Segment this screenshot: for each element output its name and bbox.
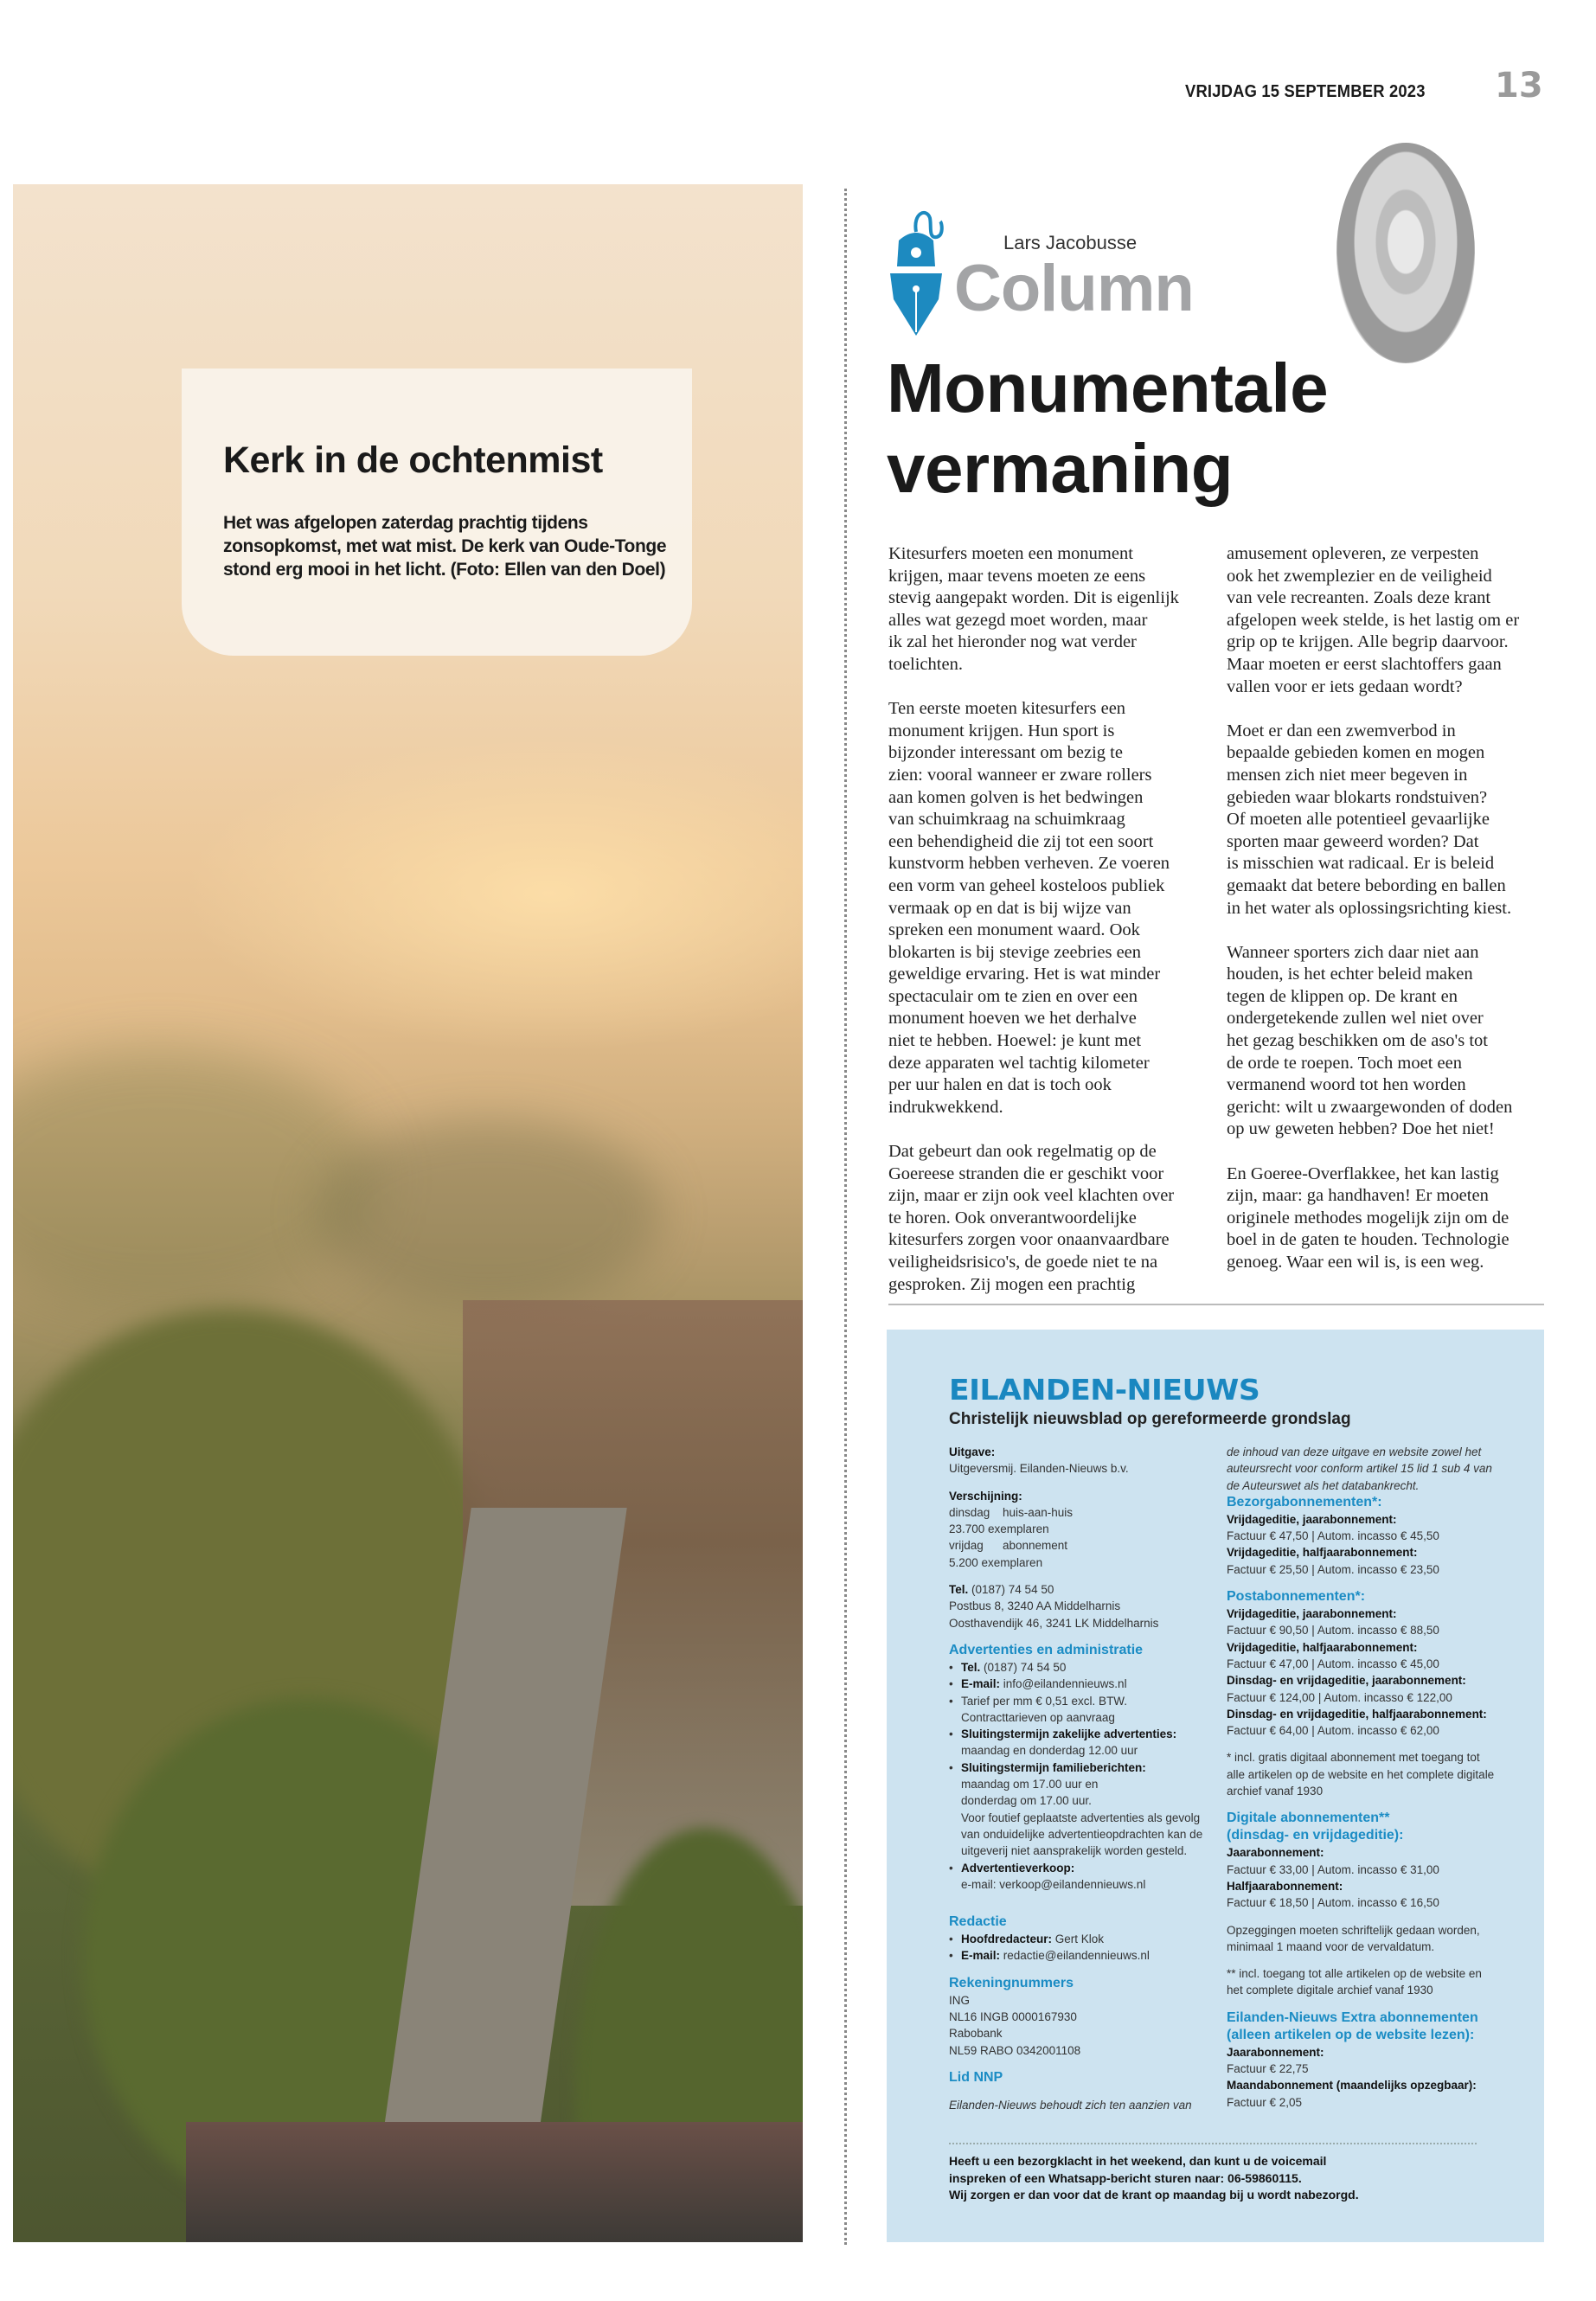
edition-cell: vrijdag <box>949 1539 984 1553</box>
fountain-pen-mouse-icon <box>887 206 947 336</box>
edition-row <box>949 1504 1208 1538</box>
spacer <box>1227 1578 1521 1588</box>
paragraph <box>1227 1163 1548 1274</box>
field-label: E-mail: <box>961 1677 1001 1691</box>
copyright-text: Eilanden-Nieuws behoudt zich ten aanzien van <box>949 2098 1192 2112</box>
text-line: vermanend woord tot hen worden <box>1227 1075 1466 1095</box>
field-label: Hoofdredacteur: <box>961 1932 1053 1946</box>
photo-haze-trees <box>13 1049 376 1309</box>
paragraph <box>1227 942 1548 1141</box>
article-body-column-1 <box>888 543 1210 1318</box>
text-line: Moet er dan een zwemverbod in <box>1227 721 1456 740</box>
field-value: Factuur € 22,75 <box>1227 2062 1309 2076</box>
bullet-item <box>949 1931 1208 1947</box>
text-line: toelichten. <box>888 654 963 674</box>
field-value: Factuur € 47,00 | Autom. incasso € 45,00 <box>1227 1657 1439 1670</box>
edition-cell: abonnement <box>1003 1539 1068 1553</box>
field-value: het complete digitale archief vanaf 1930 <box>1227 1984 1433 1997</box>
field-label: Jaarabonnement: <box>1227 2045 1324 2059</box>
field-value: maandag om 17.00 uur en <box>961 1778 1099 1791</box>
text-line: een behendigheid die zij tot een soort <box>888 831 1154 851</box>
column-divider <box>844 189 847 2245</box>
field-value: e-mail: verkoop@eilandennieuws.nl <box>961 1877 1146 1891</box>
bullet-item <box>949 1676 1208 1692</box>
text-line: blokarten is bij stevige zeebries een <box>888 942 1142 962</box>
field-value: NL59 RABO 0342001108 <box>949 2043 1081 2057</box>
field-value: maandag en donderdag 12.00 uur <box>961 1744 1138 1758</box>
spacer <box>949 1631 1208 1642</box>
field-label: Vrijdageditie, halfjaarabonnement: <box>1227 1640 1418 1654</box>
field-value: Opzeggingen moeten schriftelijk gedaan worden, <box>1227 1923 1480 1937</box>
text-line: En Goeree-Overflakkee, het kan lastig <box>1227 1163 1499 1183</box>
text-line: vermaak op en dat is bij wijze van <box>888 898 1131 918</box>
spacer <box>949 2059 1208 2069</box>
bullet-item <box>949 1693 1208 1727</box>
section-heading: Redactie <box>949 1914 1007 1930</box>
text-line: zijn, maar er zijn ook veel klachten over <box>888 1186 1175 1206</box>
field-value: minimaal 1 maand voor de vervaldatum. <box>1227 1939 1435 1953</box>
newspaper-subtitle: Christelijk nieuwsblad op gereformeerde grondslag <box>949 1410 1351 1428</box>
spacer <box>1227 1739 1521 1749</box>
text-line: geweldige ervaring. Het is wat minder <box>888 965 1161 984</box>
edition-cell: huis-aan-huis <box>1003 1505 1074 1519</box>
section-heading: (alleen artikelen op de website lezen): <box>1227 2027 1475 2042</box>
headline-line: Monumentale <box>887 349 1329 426</box>
text-line: amusement opleveren, ze verpesten <box>1227 544 1479 563</box>
text-line: zien: vooral wanneer er zware rollers <box>888 765 1152 785</box>
field-label: Tel. <box>949 1583 969 1597</box>
field-label: Uitgave: <box>949 1445 996 1458</box>
text-line: kunstvorm hebben verheven. Ze voeren <box>888 854 1170 874</box>
field-value: Gert Klok <box>1052 1932 1105 1946</box>
text-line: afgelopen week stelde, is het lastig om er <box>1227 610 1520 630</box>
field-value: Factuur € 90,50 | Autom. incasso € 88,50 <box>1227 1624 1439 1638</box>
field-value: uitgeverij niet aansprakelijk worden gesteld. <box>961 1844 1188 1858</box>
text-line: grip op te krijgen. Alle begrip daarvoor. <box>1227 632 1509 652</box>
field-value: redactie@eilandennieuws.nl <box>1000 1949 1150 1963</box>
field-value: Postbus 8, 3240 AA Middelharnis <box>949 1599 1121 1613</box>
text-line: spreken een monument waard. Ook <box>888 920 1140 940</box>
text-line: gesproken. Zij mogen een prachtig <box>888 1274 1136 1294</box>
field-value: ** incl. toegang tot alle artikelen op de website en <box>1227 1967 1482 1981</box>
section-heading: Rekeningnummers <box>949 1975 1074 1990</box>
colofon-right-column <box>1227 1444 1521 2111</box>
text-line: Wanneer sporters zich daar niet aan <box>1227 942 1479 962</box>
edition-row <box>949 1537 1208 1571</box>
field-value: alle artikelen op de website en het complete digitale <box>1227 1767 1495 1781</box>
bullet-item <box>949 1860 1208 1894</box>
text-line: boel in de gaten te houden. Technologie <box>1227 1230 1509 1250</box>
text-line: Goereese stranden die er geschikt voor <box>888 1163 1164 1183</box>
field-label: Maandabonnement (maandelijks opzegbaar): <box>1227 2079 1477 2093</box>
section-heading: Bezorgabonnementen*: <box>1227 1494 1382 1509</box>
field-value: info@eilandennieuws.nl <box>1000 1677 1127 1691</box>
page-number: 13 <box>1495 66 1543 106</box>
colofon-left-column <box>949 1444 1208 2113</box>
spacer <box>1227 1912 1521 1922</box>
text-line: sporten maar geweerd worden? Dat <box>1227 831 1479 851</box>
text-line: originele methodes mogelijk zijn om de <box>1227 1208 1509 1227</box>
delivery-complaint-notice <box>949 2153 1359 2204</box>
text-line: Of moeten alle potentieel gevaarlijke <box>1227 810 1490 830</box>
text-line: veiligheidsrisico's, de goede niet te na <box>888 1253 1158 1272</box>
text-line: houden, is het echter beleid maken <box>1227 965 1473 984</box>
field-label: Dinsdag- en vrijdageditie, halfjaarabonnement: <box>1227 1707 1487 1721</box>
text-line: bijzonder interessant om bezig te <box>888 743 1123 763</box>
field-value: van onduidelijke advertentieopdrachten kan de <box>961 1827 1203 1841</box>
spacer <box>949 1477 1208 1488</box>
text-line: op uw geweten hebben? Doe het niet! <box>1227 1119 1495 1139</box>
article-end-rule <box>888 1304 1544 1305</box>
field-label: Sluitingstermijn zakelijke advertenties: <box>961 1727 1177 1741</box>
notice-line: Wij zorgen er dan voor dat de krant op maandag bij u wordt nabezorgd. <box>949 2188 1359 2202</box>
copyright-text: auteursrecht voor conform artikel 15 lid 1 sub 4 van <box>1227 1462 1492 1476</box>
text-line: gebieden waar blokarts rondstuiven? <box>1227 787 1488 807</box>
issue-date: VRIJDAG 15 SEPTEMBER 2023 <box>1185 82 1426 101</box>
text-line: spectaculair om te zien en over een <box>888 986 1138 1006</box>
spacer <box>949 1965 1208 1975</box>
text-line: monument krijgen. Hun sport is <box>888 721 1115 740</box>
field-value: Oosthavendijk 46, 3241 LK Middelharnis <box>949 1616 1159 1630</box>
text-line: niet te hebben. Hoewel: je kunt met <box>888 1031 1142 1051</box>
text-line: genoeg. Waar een wil is, is een weg. <box>1227 1253 1484 1272</box>
spacer <box>1227 1799 1521 1810</box>
text-line: van schuimkraag na schuimkraag <box>888 810 1125 830</box>
text-line: Kitesurfers moeten een monument <box>888 544 1133 563</box>
field-label: E-mail: <box>961 1949 1001 1963</box>
colofon-box <box>887 1330 1544 2242</box>
field-value: Factuur € 18,50 | Autom. incasso € 16,50 <box>1227 1896 1439 1910</box>
text-line: in het water als oplossingsrichting kiest. <box>1227 898 1512 918</box>
photo-haze-trees <box>316 1118 662 1309</box>
text-line: Ten eerste moeten kitesurfers een <box>888 699 1126 719</box>
field-value: Factuur € 64,00 | Autom. incasso € 62,00 <box>1227 1724 1439 1738</box>
article-headline <box>887 348 1328 509</box>
text-line: aan komen golven is het bedwingen <box>888 787 1144 807</box>
section-heading: (dinsdag- en vrijdageditie): <box>1227 1828 1404 1843</box>
field-value: donderdag om 17.00 uur. <box>961 1794 1092 1808</box>
text-line: bepaalde gebieden komen en mogen <box>1227 743 1485 763</box>
column-author: Lars Jacobusse <box>1003 232 1138 253</box>
field-value: Contracttarieven op aanvraag <box>961 1710 1115 1724</box>
field-value: Uitgeversmij. Eilanden-Nieuws b.v. <box>949 1462 1129 1476</box>
photo-church-roof <box>186 2122 803 2242</box>
edition-cell: 23.700 exemplaren <box>949 1522 1049 1536</box>
copyright-text: de inhoud van deze uitgave en website zowel het <box>1227 1445 1482 1458</box>
copyright-text: de Auteurswet als het databankrecht. <box>1227 1478 1420 1492</box>
field-value: * incl. gratis digitaal abonnement met toegang tot <box>1227 1751 1480 1765</box>
field-value: Voor foutief geplaatste advertenties als gevolg <box>961 1811 1201 1824</box>
spacer <box>949 1571 1208 1581</box>
text-line: per uur halen en dat is toch ook <box>888 1075 1112 1095</box>
section-heading: Advertenties en administratie <box>949 1642 1144 1657</box>
field-label: Tel. <box>961 1660 981 1674</box>
text-line: de orde te roepen. Toch moet een <box>1227 1053 1462 1073</box>
field-label: Vrijdageditie, halfjaarabonnement: <box>1227 1546 1418 1560</box>
section-heading: Postabonnementen*: <box>1227 1589 1366 1605</box>
notice-line: Heeft u een bezorgklacht in het weekend, dan kunt u de voicemail <box>949 2154 1327 2168</box>
text-line: deze apparaten wel tachtig kilometer <box>888 1053 1150 1073</box>
caption-title: Kerk in de ochtenmist <box>223 439 603 481</box>
author-portrait <box>1336 143 1475 363</box>
caption-text: Het was afgelopen zaterdag prachtig tijdens zonsopkomst, met wat mist. De kerk van Oude-Tonge stond erg mooi in het licht. (Foto: Ellen van den Doel) <box>223 513 667 580</box>
spacer <box>949 1903 1208 1913</box>
field-label: Advertentieverkoop: <box>961 1861 1075 1875</box>
field-value: NL16 INGB 0000167930 <box>949 2010 1077 2024</box>
field-value: Tarief per mm € 0,51 excl. BTW. <box>961 1694 1128 1708</box>
text-line: ook het zwemplezier en de veiligheid <box>1227 566 1492 586</box>
edition-cell: 5.200 exemplaren <box>949 1555 1043 1569</box>
text-line: van vele recreanten. Zoals deze krant <box>1227 588 1491 608</box>
notice-line: inspreken of een Whatsapp-bericht sturen naar: 06-59860115. <box>949 2170 1302 2185</box>
text-line: kitesurfers zorgen voor onaanvaardbare <box>888 1230 1170 1250</box>
bullet-item <box>949 1726 1208 1759</box>
section-heading: Digitale abonnementen** <box>1227 1811 1390 1826</box>
headline-line: vermaning <box>887 430 1234 507</box>
text-line: het gezag beschikken om de aso's tot <box>1227 1031 1488 1051</box>
photo-church-in-morning-mist <box>13 184 803 2242</box>
text-line: indrukwekkend. <box>888 1097 1003 1117</box>
eilanden-nieuws-logo: EILANDEN-NIEUWS <box>949 1373 1260 1407</box>
field-label: Halfjaarabonnement: <box>1227 1879 1343 1893</box>
field-value: archief vanaf 1930 <box>1227 1785 1324 1798</box>
text-line: gericht: wilt u zwaargewonden of doden <box>1227 1097 1513 1117</box>
section-heading: Eilanden-Nieuws Extra abonnementen <box>1227 2009 1478 2025</box>
text-line: tegen de klippen op. De krant en <box>1227 986 1458 1006</box>
bullet-item <box>949 1947 1208 1964</box>
field-value: Factuur € 33,00 | Autom. incasso € 31,00 <box>1227 1862 1439 1876</box>
text-line: stevig aangepakt worden. Dit is eigenlijk <box>888 588 1179 608</box>
text-line: krijgen, maar tevens moeten ze eens <box>888 566 1146 586</box>
paragraph <box>888 543 1210 676</box>
paragraph <box>1227 543 1548 698</box>
field-value: Rabobank <box>949 2027 1003 2041</box>
field-label: Dinsdag- en vrijdageditie, jaarabonnement: <box>1227 1674 1466 1688</box>
field-label: Jaarabonnement: <box>1227 1846 1324 1860</box>
text-line: te horen. Ook onverantwoordelijke <box>888 1208 1137 1227</box>
text-line: monument hoeven we het derhalve <box>888 1009 1137 1029</box>
field-value: ING <box>949 1993 971 2007</box>
text-line: Dat gebeurt dan ook regelmatig op de <box>888 1142 1157 1162</box>
text-line: alles wat gezegd moet worden, maar <box>888 610 1148 630</box>
photo-caption-box <box>182 369 692 656</box>
text-line: ik zal het hieronder nog wat verder <box>888 632 1137 652</box>
section-heading: Lid NNP <box>949 2069 1003 2085</box>
bullet-item <box>949 1659 1208 1676</box>
text-line: een vorm van geheel kosteloos publiek <box>888 875 1165 895</box>
text-line: zijn, maar: ga handhaven! Er moeten <box>1227 1186 1489 1206</box>
text-line: gemaakt dat betere bebording en ballen <box>1227 875 1506 895</box>
field-label: Sluitingstermijn familieberichten: <box>961 1760 1146 1774</box>
text-line: vallen voor er iets gedaan wordt? <box>1227 676 1463 696</box>
field-label: Verschijning: <box>949 1489 1022 1503</box>
text-line: ondergetekende zullen wel niet over <box>1227 1009 1484 1029</box>
column-label: Column <box>954 252 1194 325</box>
text-line: mensen zich niet meer begeven in <box>1227 765 1468 785</box>
field-value: (0187) 74 54 50 <box>980 1660 1067 1674</box>
field-value: Factuur € 2,05 <box>1227 2095 1303 2109</box>
field-label: Vrijdageditie, jaarabonnement: <box>1227 1607 1397 1621</box>
field-label: Vrijdageditie, jaarabonnement: <box>1227 1512 1397 1526</box>
text-line: is misschien wat radicaal. Er is beleid <box>1227 854 1495 874</box>
text-line: Maar moeten er eerst slachtoffers gaan <box>1227 654 1502 674</box>
spacer <box>949 1893 1208 1903</box>
paragraph <box>888 698 1210 1118</box>
field-value: Factuur € 124,00 | Autom. incasso € 122,00 <box>1227 1690 1452 1704</box>
field-value: (0187) 74 54 50 <box>968 1583 1054 1597</box>
paragraph <box>888 1141 1210 1296</box>
bullet-item <box>949 1759 1208 1860</box>
contact-line <box>949 1581 1208 1598</box>
spacer <box>1227 1999 1521 2009</box>
field-value: Factuur € 47,50 | Autom. incasso € 45,50 <box>1227 1529 1439 1543</box>
spacer <box>1227 1955 1521 1965</box>
spacer <box>949 2086 1208 2097</box>
paragraph <box>1227 721 1548 920</box>
dotted-separator <box>949 2143 1477 2144</box>
edition-cell: dinsdag <box>949 1505 990 1519</box>
article-body-column-2 <box>1227 543 1548 1296</box>
field-value: Factuur € 25,50 | Autom. incasso € 23,50 <box>1227 1562 1439 1576</box>
